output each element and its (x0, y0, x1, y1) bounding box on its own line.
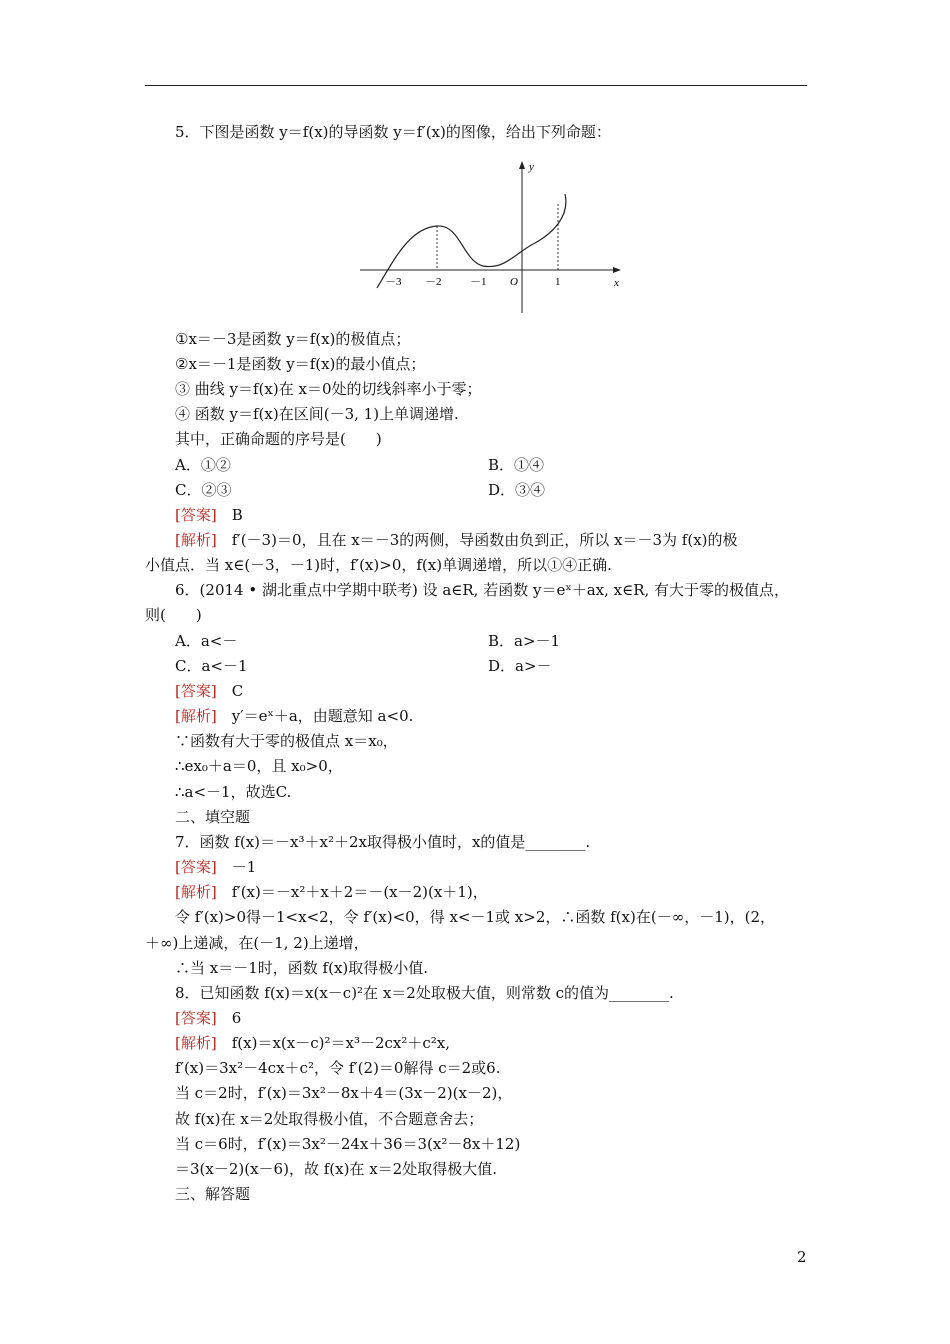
derivative-graph (355, 158, 625, 318)
analysis-tag: [解析] (175, 883, 217, 901)
q5-analysis-row (175, 530, 738, 550)
q8-analysis-line: 故 f(x)在 x＝2处取得极小值，不合题意舍去； (175, 1110, 484, 1128)
q6-answer-row (175, 681, 243, 701)
q5-stem: 5．下图是函数 y＝f(x)的导函数 y＝f′(x)的图像，给出下列命题： (175, 123, 611, 141)
q7-analysis-line: ∴当 x＝－1时，函数 f(x)取得极小值. (175, 959, 429, 977)
q7-analysis-row (175, 882, 488, 902)
q7-analysis-line: f′(x)＝－x²＋x＋2＝－(x－2)(x＋1)， (231, 883, 488, 901)
q6-option-b: B．a>－1 (488, 632, 561, 650)
q7-stem: 7．函数 f(x)＝－x³＋x²＋2x取得极小值时，x的值是________. (175, 833, 591, 851)
section-heading: 三、解答题 (175, 1185, 251, 1203)
answer-tag: [答案] (175, 682, 217, 700)
analysis-tag: [解析] (175, 1034, 217, 1052)
q5-option-d: D．③④ (488, 481, 546, 499)
q8-answer-row (175, 1008, 241, 1028)
q5-prop: ①x＝－3是函数 y＝f(x)的极值点； (175, 330, 411, 348)
q8-answer: 6 (231, 1009, 242, 1027)
analysis-tag: [解析] (175, 707, 217, 725)
q5-prop: ③ 曲线 y＝f(x)在 x＝0处的切线斜率小于零； (175, 380, 482, 398)
q8-analysis-line: ＝3(x－2)(x－6)，故 f(x)在 x＝2处取得极大值. (175, 1160, 497, 1178)
q8-analysis-line: 当 c＝6时，f′(x)＝3x²－24x＋36＝3(x²－8x＋12) (175, 1135, 521, 1153)
q7-answer-row (175, 857, 256, 877)
q6-answer: C (231, 682, 244, 700)
q6-analysis-row (175, 706, 413, 726)
answer-tag: [答案] (175, 858, 217, 876)
q6-option-c: C．a<－1 (175, 657, 248, 675)
q6-stem: 6．(2014 • 湖北重点中学期中联考) 设 a∈R, 若函数 y＝eˣ＋ax, x∈R, 有大于零的极值点， (175, 581, 790, 599)
q7-answer: －1 (231, 858, 257, 876)
q6-analysis-line: ∴a<－1，故选C. (175, 783, 292, 801)
origin-label: O (510, 276, 518, 288)
q5-prop: ④ 函数 y＝f(x)在区间(－3, 1)上单调递增. (175, 405, 459, 423)
page-number: 2 (797, 1248, 807, 1266)
q8-analysis-line: f′(x)＝3x²－4cx＋c²，令 f′(2)＝0解得 c＝2或6. (175, 1059, 501, 1077)
q8-analysis-line: f(x)＝x(x－c)²＝x³－2cx²＋c²x, (231, 1034, 451, 1052)
q6-option-a: A．a<－ (175, 632, 238, 650)
q7-analysis-line: ＋∞)上递减，在(－1, 2)上递增， (145, 934, 369, 952)
q5-answer: B (231, 506, 243, 524)
q6-analysis-line: ∴ex₀＋a＝0，且 x₀>0， (175, 757, 343, 775)
q8-analysis-line: 当 c＝2时，f′(x)＝3x²－8x＋4＝(3x－2)(x－2)， (175, 1084, 513, 1102)
tick-label: －3 (385, 276, 402, 288)
analysis-tag: [解析] (175, 531, 217, 549)
header-rule (145, 85, 807, 86)
q5-analysis-line: 小值点．当 x∈(－3，－1)时，f′(x)>0，f(x)单调递增，所以①④正确. (145, 556, 612, 574)
q8-stem: 8．已知函数 f(x)＝x(x－c)²在 x＝2处取极大值，则常数 c的值为________. (175, 984, 674, 1002)
tick-label: －1 (470, 276, 487, 288)
q6-option-d: D．a>－ (488, 657, 552, 675)
answer-tag: [答案] (175, 1009, 217, 1027)
y-axis-label: y (529, 161, 534, 173)
y-axis-arrow-icon (519, 161, 525, 169)
section-heading: 二、填空题 (175, 808, 251, 826)
derivative-curve (377, 194, 566, 288)
answer-tag: [答案] (175, 506, 217, 524)
q5-answer-row (175, 505, 243, 525)
derivative-curve-tail (535, 194, 565, 243)
tick-label: －2 (425, 276, 442, 288)
q5-option-b: B．①④ (488, 456, 545, 474)
q6-analysis-line: y′＝eˣ＋a，由题意知 a<0. (231, 707, 414, 725)
q5-option-a: A．①② (175, 456, 231, 474)
q8-analysis-row (175, 1033, 450, 1053)
x-axis-label: x (614, 277, 619, 289)
q5-prop: ②x＝－1是函数 y＝f(x)的最小值点； (175, 355, 426, 373)
q6-stem: 则( ) (145, 606, 202, 624)
q7-analysis-line: 令 f′(x)>0得－1<x<2，令 f′(x)<0，得 x<－1或 x>2，∴函数 f(x)在(－∞，－1)，(2， (175, 908, 775, 926)
q6-analysis-line: ∵函数有大于零的极值点 x＝x₀， (175, 732, 398, 750)
q5-question: 其中，正确命题的序号是( ) (175, 430, 382, 448)
q5-option-c: C．②③ (175, 481, 232, 499)
tick-label: 1 (555, 276, 561, 288)
q5-analysis-line: f′(－3)＝0，且在 x＝－3的两侧，导函数由负到正，所以 x＝－3为 f(x)的极 (231, 531, 738, 549)
x-axis-arrow-icon (613, 267, 621, 273)
